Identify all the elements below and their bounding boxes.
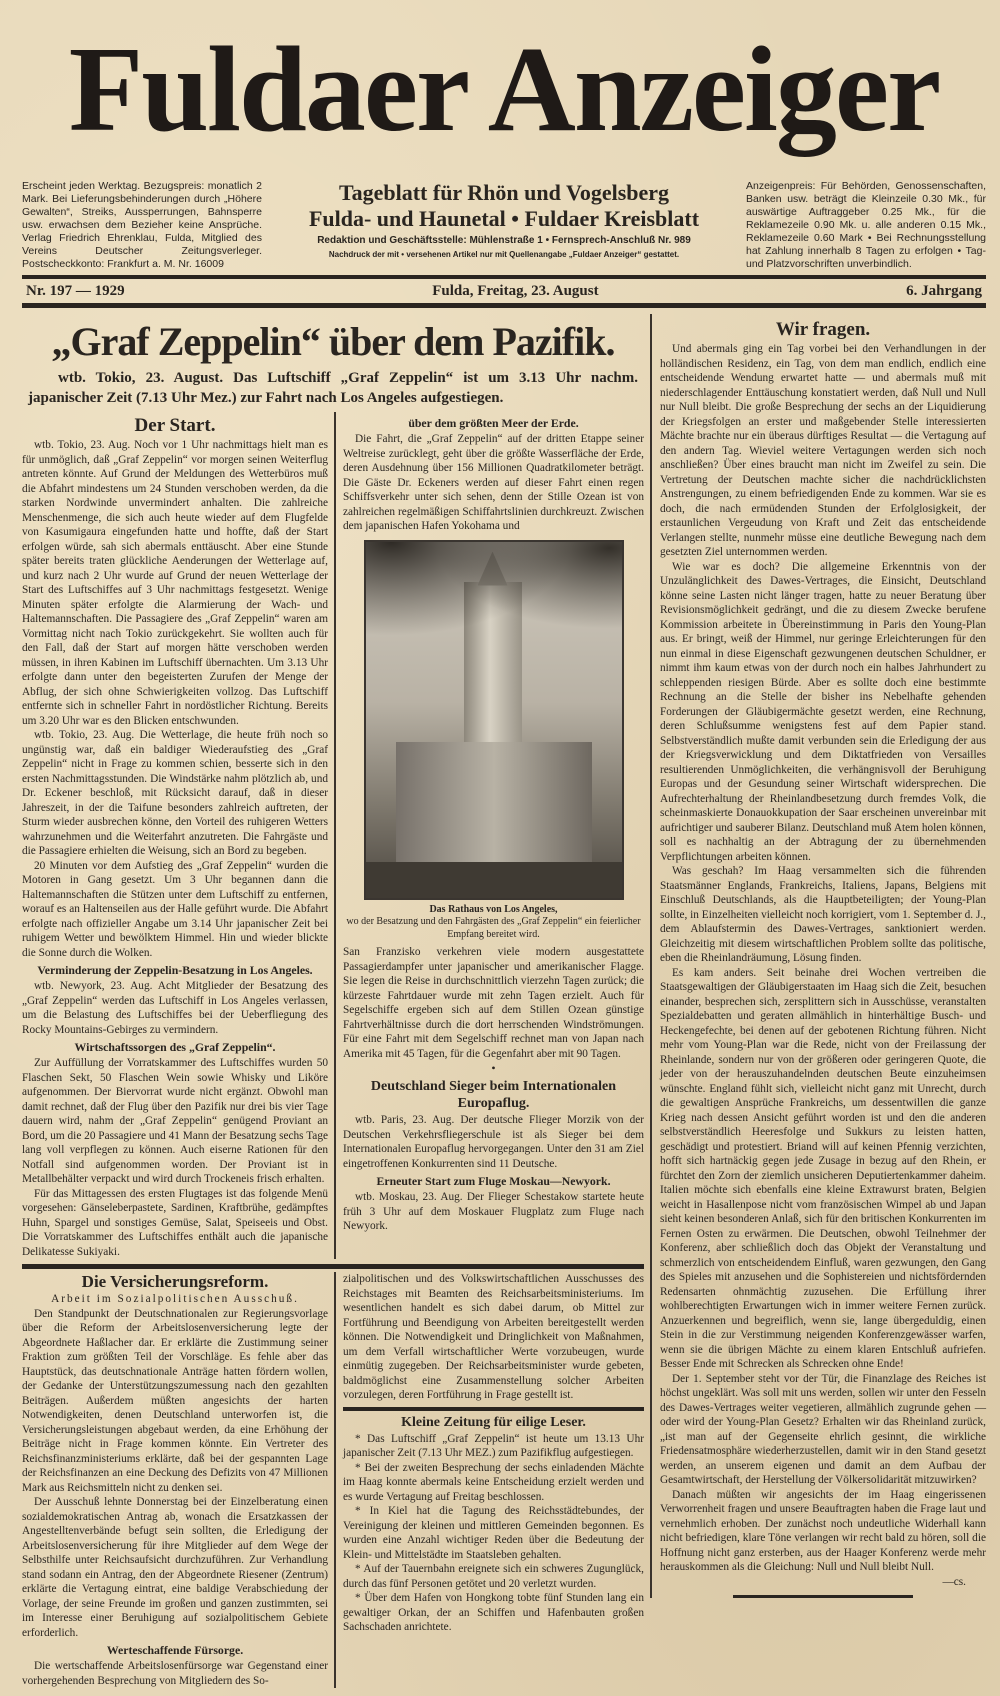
photo-caption: wo der Besatzung und den Fahrgästen des „Graf Zeppelin“ ein feierlicher Empfang bereitet wird. (346, 916, 641, 940)
section-heading: Die Versicherungsreform. (81, 1272, 269, 1291)
paragraph: Wie war es doch? Die allgemeine Erkenntnis von der Unzulänglichkeit des Dawes-Vertrages, die Einsicht, Deutschland könne seine Lasten nicht länger tragen, hatte zu neuer Beratung über Revisionsmöglichkeit gedrängt, und die zu diesem Zwecke berufene Kommission arbeitete in Übereinstimmung in Paris den Young-Plan aus. Er bringt, weiß der Himmel, nur geringe Erleichterungen für den nun einmal in diese Eigenschaft gezwungenen deutschen Schuldner, er nimmt ihm kaum etwas von der durch noch ein halbes Jahrhundert zu schleppenden riesigen Bürde. Aber es sollte doch eine bestimmte Rechnung an die Stelle der bisher ins Nebelhafte gehenden Forderungen der Gläubigermächte gesetzt werden, eine Rechnung, deren Schlußsumme wenigstens fest auf dem Papier stand. Selbstverständlich mußte damit verbunden sein die Erledigung der aus der Kriegsverwicklung und dem Diktatfrieden von Versailles resultierenden Unmöglichkeiten, die verhängnisvoll der Beruhigung Europas und der Gesundung seiner Wirtschaft widersprechen. Die Aufrechterhaltung der Rheinlandbesetzung durch fremdes Volk, die scheinmaskierte Donauokkupation der Saar erscheinen unvereinbar mit aufrichtiger und sauberer Bilanz. Deutschland muß Atem holen können, soll es nachhaltig an der Abtragung der zu übernehmenden Verpflichtungen arbeiten können. (660, 560, 986, 863)
separator: • (491, 1061, 496, 1075)
paragraph: Den Standpunkt der Deutschnationalen zur Regierungsvorlage über die Reform der Arbeitslosenversicherung legte der Abgeordnete Haßlacher dar. Er erklärte die Zustimmung seiner Fraktion zum größten Teil der Vorschläge. Es fehle aber das Hauptstück, das deutschnationale Anträge hatten fördern wollen, der Gedanke der Unterstützungszumessung nach den gezahlten Beiträgen. Außerdem müßten angesichts der harten Notwendigkeiten, denen Deutschland unterworfen ist, die Versicherungsleistungen abgebaut werden, da eine Erhöhung der Beiträge nicht in Frage kommen könnte. Ein Vertreter des Reichsfinanzministeriums erklärte, daß bei der gespannten Lage der Reichsfinanzen an eine Deckung des Defizits von 47 Millionen Mark aus Reichsmitteln nicht zu denken sei. (22, 1307, 328, 1494)
dateline (22, 279, 986, 303)
paragraph: Und abermals ging ein Tag vorbei bei den Verhandlungen in der holländischen Residenz, ein Tag, von dem man endlich, endlich eine entscheidende Wendung erwartet hatte — und abermals muß mit niederschlagender Enttäuschung konstatiert werden, daß Null und Null nur Null bleibt. Die große Besprechung der sechs an der Liquidierung der Kriegsfolgen an erster und maßgebender Stelle interessierten Mächte brachte nur ein überaus dürftiges Resultat — die Vertagung auf den andern Tag. Wieviel weitere Vertagungen werden sich noch anschließen? Über eines braucht man nicht im Zweifel zu sein. Die Vertretung der Deutschen machte sicher die nachdrücklichsten Anstrengungen, zu einem befriedigenden Ende zu kommen. War sie es doch, die nach ermüdenden Stunden der Erfolglosigkeit, der erstaunlichen Vergeudung von Kraft und Zeit das entscheidende Verlangen stellte, nunmehr müsse eine deutliche Bewegung nach dem gesetzten Ziel unternommen werden. (660, 343, 986, 558)
paragraph: wtb. Moskau, 23. Aug. Der Flieger Schestakow startete heute früh 3 Uhr auf dem Moskauer Flugplatz zum Fluge nach Newyork. (343, 1191, 644, 1232)
paragraph: Die Fahrt, die „Graf Zeppelin“ auf der dritten Etappe seiner Weltreise zurücklegt, geht über die größte Wasserfläche der Erde, deren Ausdehnung über 156 Millionen Quadratkilometer beträgt. Die Gäste Dr. Eckeners werden auf dieser Fahrt einen regen Schiffsverkehr unter sich sehen, denn der Stille Ozean ist von zahlreichen regelmäßigen Schiffahrtslinien durchkreuzt. Zwischen dem japanischen Hafen Yokohama und (343, 433, 644, 532)
section-heading: Erneuter Start zum Fluge Moskau—Newyork. (376, 1174, 611, 1188)
paragraph: 20 Minuten vor dem Aufstieg des „Graf Zeppelin“ wurden die Motoren in Gang gesetzt. Um 3 Uhr begannen dann die Haltemannschaften die Stützen unter dem Luftschiff zu entfernen, worauf es an Haltenseilen aus der Halle geführt wurde. Die Abfahrt erfolgte nach offizieller Angabe um 3.14 Uhr japanischer Zeit bei ruhigem Wetter und bewölktem Himmel. Hin und wieder blickte die Sonne durch die Wolken. (22, 859, 328, 959)
paragraph: wtb. Paris, 23. Aug. Der deutsche Flieger Morzik von der Deutschen Verkehrsfliegerschule ist als Sieger bei dem Internationalen Europaflug hervorgegangen. Unter den 31 am Ziel eingetroffenen Konkurrenten sind 11 Deutsche. (343, 1114, 644, 1170)
section-subheading: Arbeit im Sozialpolitischen Ausschuß. (51, 1293, 299, 1305)
section-heading: über dem größten Meer der Erde. (408, 416, 579, 430)
paragraph: wtb. Tokio, 23. Aug. Die Wetterlage, die heute früh noch so ungünstig war, daß ein baldiger Wiederaufstieg des „Graf Zeppelin“ nicht in Frage zu kommen schien, besserte sich in den ersten Nachmittagsstunden. Die Windstärke nahm plötzlich ab, und Dr. Eckener beschloß, mit Rücksicht darauf, daß in dieser Jahreszeit, in der die Taifune besonders zahlreich auftreten, der Sturm wieder ausbrechen könne, den Vorteil des ruhigeren Wetters wahrzunehmen und die Weiterfahrt anzutreten. Die Fahrgäste und die Passagiere erhielten die Weisung, sich an Bord zu begeben. (22, 729, 328, 857)
photo-los-angeles-city-hall (364, 540, 624, 900)
street (366, 862, 622, 898)
article-wir-fragen (650, 314, 986, 1598)
divider (22, 303, 986, 308)
paragraph: Zur Auffüllung der Vorratskammer des Luftschiffes wurden 50 Flaschen Sekt, 50 Flaschen Wein sowie Whisky und Liköre aufgenommen. Der Biervorrat wurde nicht ergänzt. Obwohl man damit rechnet, daß der Flug über den Pazifik nur drei bis vier Tage dauern wird, nahm der „Graf Zeppelin“ genügend Proviant an Bord, um die 20 Passagiere und 41 Mann der Besatzung sechs Tage lang voll verpflegen zu können. Auch eiserne Rationen für den Notfall sind aufgenommen worden. Der Proviant ist in Metallbehälter verpackt und wird durch Trockeneis frisch erhalten. (22, 1057, 328, 1185)
news-brief: * Bei der zweiten Besprechung der sechs einladenden Mächte im Haag konnte abermals keine Entscheidung erzielt werden und es wurde Vertagung auf Freitag beschlossen. (343, 1461, 644, 1503)
paragraph: Der Ausschuß lehnte Donnerstag bei der Einzelberatung einen sozialdemokratischen Antrag ab, wonach die Ersatzkassen der Angestelltenverbände befugt sein sollten, die Erledigung der Arbeitslosenversicherung für ihre Mitglieder auf dem Wege der Selbsthilfe unter Reichsaufsicht durchzuführen. Zur Verhandlung stand sodann ein Antrag, den der Abgeordnete Riesener (Zentrum) erklärte die Vertagung eintrat, eine baldige Verabschiedung der Vorlage, der seine Freunde im großen und ganzen zustimmten, sei im Interesse einer Beruhigung auf sozialpolitischem Gebiete erforderlich. (22, 1496, 328, 1639)
paragraph: Die wertschaffende Arbeitslosenfürsorge war Gegenstand einer vorhergehenden Besprechung von Mitgliedern des So- (22, 1660, 328, 1687)
issue-number: Nr. 197 — 1929 (26, 283, 125, 299)
left-area (22, 314, 644, 1688)
paragraph: Der 1. September steht vor der Tür, die Finanzlage des Reiches ist höchst ungeklärt. Was soll mit uns werden, sollen wir unter den Fesseln des Dawes-Vertrages weiter vegetieren, allmählich zugrunde gehen — oder wird der Young-Plan Gesetz? Erhalten wir das Rheinland zurück, „ist man auf der Gegenseite ehrlich gesinnt, die wirkliche Friedensatmosphäre wiederherzustellen, damit wir in den Stand gesetzt werden, an unserem eigenen und damit an dem Aufbau der Gesamtwirtschaft, der Herstellung der Völkersolidarität mitzuwirken? (660, 1372, 986, 1486)
section-heading: Wir fragen. (775, 319, 871, 340)
subscription-info: Erscheint jeden Werktag. Bezugspreis: monatlich 2 Mark. Bei Lieferungsbehinderungen durch „Höhere Gewalten“, Streiks, Aussperrungen, Bahnsperre usw. erwachsen dem Bezieher keine Ansprüche. Verlag Friedrich Ehrenklau, Fulda, Mitglied des Vereins Deutscher Zeitungsverleger. Postscheckkonto: Frankfurt a. M. Nr. 16009 (22, 180, 262, 270)
article-der-start (22, 412, 336, 1259)
bottom-columns (22, 1272, 644, 1688)
building-base (396, 742, 592, 872)
section-heading: Werteschaffende Fürsorge. (106, 1643, 244, 1657)
header-row (22, 180, 986, 271)
article-pazifik (336, 412, 644, 1234)
paragraph: Danach müßten wir angesichts der im Haag eingerissenen Verworrenheit fragen und unsere Beauftragten haben die Frage laut und vernehmlich erhoben. Der zunächst noch undeutliche Widerhall kann nicht befriedigen, klare Töne verlangen wir recht bald zu hören, soll die Hoffnung nicht ganz ersterben, aus der Haager Konferenz werde mehr herauskommen als die Gleichung: Null und Null bleibt Null. (660, 1488, 986, 1573)
palm-leaves (366, 542, 622, 662)
reprint-notice: Nachdruck der mit • versehenen Artikel nur mit Quellenangabe „Fuldaer Anzeiger“ gestattet. (328, 250, 680, 259)
top-columns (22, 412, 644, 1259)
main-content (22, 314, 986, 1688)
newspaper-title: Fuldaer Anzeiger (68, 22, 940, 157)
section-heading: Verminderung der Zeppelin-Besatzung in Los Angeles. (37, 963, 313, 977)
news-brief: * Das Luftschiff „Graf Zeppelin“ ist heute um 13.13 Uhr japanischer Zeit (7.13 Uhr MEZ.) zum Pazifikflug aufgestiegen. (343, 1432, 644, 1459)
photo-caption: Das Rathaus von Los Angeles, (429, 903, 558, 915)
end-rule (733, 1595, 913, 1598)
masthead (22, 0, 986, 180)
paragraph: Für das Mittagessen des ersten Flugtages ist das folgende Menü vorgesehen: Gänseleberpastete, Sardinen, Kraftbrühe, gedämpftes Huhn, Spargel und sonstiges Gemüse, Salat, Speiseeis und Obst. Die Vorratskammer des Luftschiffes enthält auch die japanische Delikatesse Sukiyaki. (22, 1187, 328, 1258)
article-versicherungsreform (22, 1272, 336, 1688)
lead-text: wtb. Tokio, 23. August. Das Luftschiff „Graf Zeppelin“ ist um 3.13 Uhr nachm. japanischer Zeit (7.13 Uhr Mez.) zur Fahrt nach Los Angeles aufgestiegen. (28, 370, 638, 406)
place-date: Fulda, Freitag, 23. August (432, 283, 599, 299)
news-brief: * Auf der Tauernbahn ereignete sich ein schweres Zugunglück, durch das fünf Personen getötet und 20 verletzt wurden. (343, 1563, 644, 1590)
paragraph: wtb. Newyork, 23. Aug. Acht Mitglieder der Besatzung des „Graf Zeppelin“ werden das Luftschiff in Los Angeles verlassen, um die Belastung des Luftschiffes bei der Ueberfliegung des Rocky Mountains-Gebirges zu vermindern. (22, 980, 328, 1036)
volume: 6. Jahrgang (906, 283, 982, 299)
paragraph: Es kam anders. Seit beinahe drei Wochen vertreiben die Staatsgewaltigen der Gläubigerstaaten im Haag sich die Zeit, besuchen einander, besprechen sich, zersplittern sich in Ausschüsse, veranstalten Spezialdebatten und geraten allmählich in hinterhältige Busch- und Heckengefechte, bei denen auf der gebotenen Richtung führen. Nicht mehr vom Young-Plan war die Rede, nicht von der Freilassung der Rheinlande, sondern nur von der größeren oder geringeren Quote, die jeder von der herauszuhandelnden deutschen Beute einzuheimsen wünschte. England fühlt sich, vielleicht nicht ganz mit Unrecht, durch die gewaltigen Ansprüche Frankreichs, um dessentwillen die ganze Krieg nach dessen Ansicht geführt worden ist und den die anderen selbstverständlich Heeresfolge und Sukkurs zu leisten hatten, geschädigt und protestiert. Briand will auf keinen Pfennig verzichten, hofft sich hartnäckig gegen jede Zusage in bezug auf den Rhein, er fürchtet den Zorn der ziemlich unsicheren Deputiertenkammer daheim. Italien möchte sich ebenfalls eine kleine Extrawurst braten, Belgien weicht in Hasallenpose nicht vom französischen Wimpel ab und Japan sieht keinen besonderen Anlaß, sich für den britischen Konkurrenten im Fernen Osten zu erwärmen. Die Deutschen, obwohl Teilnehmer der Konferenz, aber schließlich doch das Objekt der Veranstaltung und schmerzlich von entscheidendem Einfluß, waren gezwungen, den Gang des Spieles mit anzusehen und die Sophistereien und nichtsfördernden Redensarten ohnmächtig zuzusehen. Die Erfüllung ihrer wohlberechtigten Erwartungen wich in immer weitere Fernen zurück. Anzuerkennen und begreiflich, wenn sie, lange übergeduldig, einen Stein in die zur Verstimmung neigenden Konferenzgewässer warfen, wenn sie die übrigen Mächte zu einem klaren Entschluß aufriefen. Besser Ende mit Schrecken als Schrecken ohne Ende! (660, 966, 986, 1370)
advertising-rates: Anzeigenpreis: Für Behörden, Genossenschaften, Banken usw. beträgt die Kleinzeile 0.30 Mk., für auswärtige Auftraggeber 0.25 Mk., für die Reklamezeile 0.90 Mk. u. alle anderen 0.15 Mk., Reklamezeile 0.60 Mark • Bei Rechnungsstellung hat Zahlung innerhalb 8 Tagen zu erfolgen • Tag- und Platzvorschriften unverbindlich. (746, 180, 986, 270)
section-heading: Deutschland Sieger beim Internationalen Europaflug. (370, 1079, 617, 1111)
paragraph: wtb. Tokio, 23. Aug. Noch vor 1 Uhr nachmittags hielt man es für unmöglich, daß „Graf Zeppelin“ vor morgen seinen Weiterflug antreten könnte. Auf Grund der Meldungen des Wetterbüros muß die Abfahrt mindestens um 24 Stunden verschoben werden, da die starken Nordwinde unvermindert anhalten. Die zahlreiche Menschenmenge, die sich auch heute wieder auf dem Flugfelde von Kasumigaura eingefunden hatte und hoffte, daß der Start erfolgen würde, sah sich abermals enttäuscht. Aber eine Stunde später bereits traten glückliche Aenderungen der Wetterlage auf, und kurz nach 2 Uhr wurde auf Grund der neuen Wetterlage der Start des Luftschiffes auf 3 Uhr nachmittags festgesetzt. Wenige Minuten später erfolgte die Alarmierung der Wach- und Haltemannschaften. Die Passagiere des „Graf Zeppelin“ waren am Vormittag nicht nach Tokio zurückgekehrt. Sie wollten auch für den Fall, daß der Start auf morgen hätte verschoben werden müssen, in ihren Kabinen im Luftschiff übernachten. Um 3.13 Uhr erfolgte dann unter den begeisterten Zurufen der Menge der Abflug, der sich ohne Schwierigkeiten vollzog. Das Luftschiff entfernte sich in schneller Fahrt in nordöstlicher Richtung. Bereits um 3.20 Uhr war es den Blicken entschwunden. (22, 439, 328, 727)
section-heading: Der Start. (134, 415, 216, 436)
divider (22, 1264, 644, 1269)
section-heading: Wirtschaftssorgen des „Graf Zeppelin“. (74, 1040, 276, 1054)
news-brief: * Über dem Hafen von Hongkong tobte fünf Stunden lang ein gewaltiger Orkan, der an Schiffen und Hafenbauten großen Sachschaden anrichtete. (343, 1592, 644, 1633)
section-heading: Kleine Zeitung für eilige Leser. (401, 1414, 586, 1430)
subtitle-line-2: Fulda- und Haunetal • Fuldaer Kreisblatt (308, 206, 700, 231)
subtitle-block (272, 180, 736, 260)
subtitle-line-1: Tageblatt für Rhön und Vogelsberg (338, 180, 670, 205)
news-brief: * In Kiel hat die Tagung des Reichsstädtebundes, der Vereinigung der kleinen und mittleren Gemeinden begonnen. Es wurden eine Anzahl wichtiger Reden über die Bedeutung der Klein- und Mittelstädte im Staatsleben gehalten. (343, 1505, 644, 1561)
paragraph: Was geschah? Im Haag versammelten sich die führenden Staatsmänner Englands, Frankreichs, Italiens, Japans, Belgiens mit Einschluß Deutschlands, als die Hauptbeteiligten; der Young-Plan sollte, in Einzelheiten vielleicht noch korrigiert, vom 1. September d. J., dem Ablaufstermin des Dawes-Vertrages, sanktioniert werden. Gleichzeitig mit diesem wirtschaftlichen Problem sollte das politische, eben die Rheinlandräumung, Lösung finden. (660, 865, 986, 964)
bottom-right-column (336, 1272, 644, 1635)
author-signature: —cs. (942, 1575, 966, 1588)
paragraph: zialpolitischen und des Volkswirtschaftlichen Ausschusses des Reichstages mit Beamten des Reichsarbeitsministeriums. Im wesentlichen handelt es sich dabei darum, ob Mittel zur Fortführung und Beendigung von Arbeiten bereitgestellt werden können. Die Notwendigkeit und Dringlichkeit von Maßnahmen, um dem Verfall wirtschaftlicher Werte vorzubeugen, wurde einmütig zugegeben. Der Reichsarbeitsminister wurde gebeten, baldmöglichst eine Zusammenstellung solcher Arbeiten vorzulegen, deren Fortführung in Frage gestellt ist. (343, 1273, 644, 1401)
divider (343, 1407, 644, 1411)
editorial-address: Redaktion und Geschäftsstelle: Mühlenstraße 1 • Fernsprech-Anschluß Nr. 989 (317, 235, 691, 246)
headline: „Graf Zeppelin“ über dem Pazifik. (51, 319, 615, 364)
paragraph: San Franzisko verkehren viele modern ausgestattete Passagierdampfer unter japanischer und amerikanischer Flagge. Sie legen die Reise in durchschnittlich vierzehn Tagen zurück; die kürzeste Fahrtdauer wurde mit zehn Tagen erzielt. Auch für Segelschiffe ergeben sich auf dem Stillen Ozean günstige Fahrtverhältnisse durch die dort herrschenden Windströmungen. Für eine Fahrt mit dem Segelschiff rechnet man von Japan nach Amerika mit 45 Tagen, für die Gegenfahrt aber mit 90 Tagen. (343, 946, 644, 1060)
